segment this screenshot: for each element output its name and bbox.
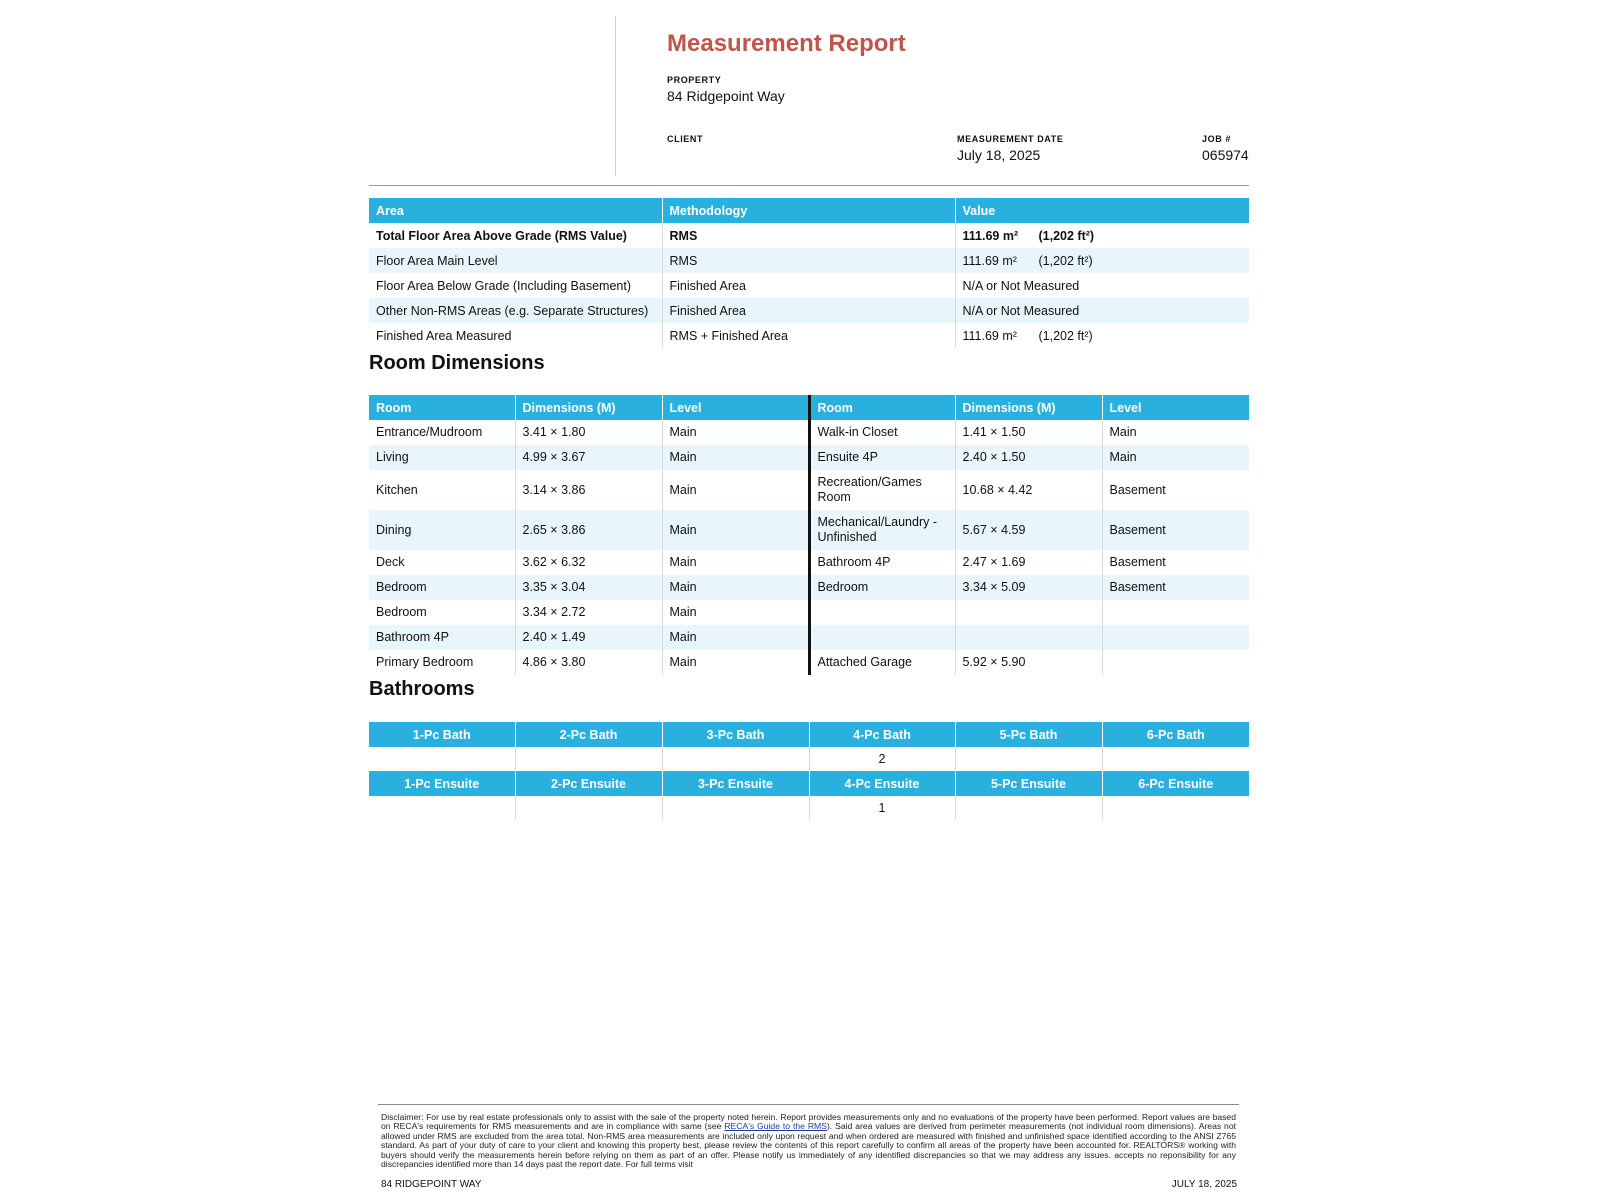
value-m2: 111.69 m² [962, 328, 1017, 343]
table-row [369, 550, 1249, 575]
measurement-date-label: MEASUREMENT DATE [957, 134, 1064, 144]
area-cell: Floor Area Below Grade (Including Basement) [369, 273, 662, 298]
method-cell: RMS [662, 248, 955, 273]
header-rule [369, 185, 1249, 186]
dimensions-header: Dimensions (M) [955, 395, 1102, 420]
level-cell: Basement [1109, 482, 1166, 497]
measurement-report-page [369, 0, 1249, 1200]
area-cell: Total Floor Area Above Grade (RMS Value) [369, 223, 662, 248]
level-cell [1102, 650, 1249, 675]
level-header: Level [662, 395, 809, 420]
ensuite-count-cell: 1 [809, 796, 955, 820]
room-header: Room [369, 395, 515, 420]
rooms-table-header [369, 395, 1249, 420]
area-cell: Finished Area Measured [369, 323, 662, 348]
methodology-header: Methodology [662, 198, 955, 223]
room-dimensions-heading: Room Dimensions [369, 352, 545, 374]
table-row [369, 298, 1249, 323]
room-header: Room [809, 395, 955, 420]
job-number-label: JOB # [1202, 134, 1232, 144]
value-cell: N/A or Not Measured [962, 278, 1080, 293]
dimensions-cell: 2.65 × 3.86 [515, 510, 662, 550]
level-cell: Main [662, 550, 809, 575]
area-cell: Other Non-RMS Areas (e.g. Separate Structures) [369, 298, 662, 323]
ensuite-count-cell [369, 796, 515, 820]
dimensions-cell: 3.14 × 3.86 [515, 470, 662, 510]
dimensions-cell: 1.41 × 1.50 [955, 420, 1102, 445]
room-cell [809, 625, 955, 650]
ensuite-type-header: 5-Pc Ensuite [955, 771, 1102, 796]
method-cell: Finished Area [662, 298, 955, 323]
bath-count-cell [515, 747, 662, 771]
dimensions-cell: 3.62 × 6.32 [515, 550, 662, 575]
level-cell: Main [662, 575, 809, 600]
level-cell: Main [662, 625, 809, 650]
disclaimer-part-a: Disclaimer: For use by real estate professionals only to assist with the sale of the property noted herein. Report provides measurements only and no evaluations of the property have been performed. Report values are based on RECA's requirements for RMS measurements and are in compliance with same (see [381, 1112, 1236, 1132]
bath-count-cell [662, 747, 809, 771]
level-cell: Basement [1109, 555, 1166, 569]
job-number-value: 065974 [1202, 147, 1249, 163]
property-value: 84 Ridgepoint Way [667, 88, 785, 104]
report-title: Measurement Report [667, 30, 906, 57]
dimensions-cell: 2.40 × 1.49 [515, 625, 662, 650]
ensuite-type-header: 2-Pc Ensuite [515, 771, 662, 796]
ensuite-count-cell [955, 796, 1102, 820]
room-cell: Mechanical/Laundry - Unfinished [809, 510, 955, 550]
method-cell: Finished Area [662, 273, 955, 298]
header-divider [615, 16, 616, 176]
bath-count-cell [1102, 747, 1249, 771]
measurement-date-value: July 18, 2025 [957, 147, 1041, 163]
room-cell: Living [369, 445, 515, 470]
room-cell: Kitchen [369, 470, 515, 510]
table-row [369, 248, 1249, 273]
dimensions-cell: 2.47 × 1.69 [955, 550, 1102, 575]
ensuite-count-cell [662, 796, 809, 820]
bathrooms-heading: Bathrooms [369, 678, 475, 700]
table-row [369, 470, 1249, 510]
dimensions-cell: 3.41 × 1.80 [515, 420, 662, 445]
value-cell [955, 323, 1249, 348]
room-cell: Deck [369, 550, 515, 575]
ensuite-count-cell [1102, 796, 1249, 820]
level-cell: Main [662, 470, 809, 510]
value-cell [955, 248, 1249, 273]
value-ft2: (1,202 ft²) [1038, 228, 1095, 243]
report-header [369, 16, 1249, 186]
dimensions-header: Dimensions (M) [515, 395, 662, 420]
area-table-header [369, 198, 1249, 223]
room-cell: Walk-in Closet [809, 420, 955, 445]
footer-rule [378, 1104, 1239, 1105]
level-cell [1102, 625, 1249, 650]
ensuite-count-row [369, 796, 1249, 820]
value-ft2: (1,202 ft²) [1038, 328, 1093, 343]
bath-count-cell [369, 747, 515, 771]
ensuite-type-header: 1-Pc Ensuite [369, 771, 515, 796]
dimensions-cell [955, 625, 1102, 650]
level-cell: Main [662, 510, 809, 550]
room-cell: Recreation/Games Room [809, 470, 955, 510]
client-label: CLIENT [667, 134, 704, 144]
area-cell: Floor Area Main Level [369, 248, 662, 273]
table-row [369, 323, 1249, 348]
room-cell: Attached Garage [809, 650, 955, 675]
table-row [369, 575, 1249, 600]
disclaimer-text [381, 1113, 1236, 1169]
ensuite-header-row [369, 771, 1249, 796]
method-cell: RMS [662, 223, 955, 248]
room-dimensions-table [369, 395, 1249, 675]
disclaimer-part-b: ). Said area values are derived from perimeter measurements (not individual room dimensions). Areas not allowed under RMS are excluded from the area total. Non-RMS area measurements are included only upon request and when ordered are measured with finished and unfinished space identified according to the ANSI Z765 standard. As part of your duty of care to your client and knowing this property best, please review the contents of this report carefully to confirm all areas of the property have been accounted for. REALTORS® working with buyers should verify the measurements herein before relying on them as part of an offer. Please notify us immediately of any identified discrepancies so that we may address any issues. accepts no reponsibility for any discrepancies identified more than 14 days past the report date. For full terms visit [381, 1121, 1237, 1170]
dimensions-cell: 5.67 × 4.59 [955, 510, 1102, 550]
level-cell [1102, 600, 1249, 625]
dimensions-cell [955, 600, 1102, 625]
ensuite-type-header: 3-Pc Ensuite [662, 771, 809, 796]
value-header: Value [955, 198, 1249, 223]
dimensions-cell: 5.92 × 5.90 [955, 650, 1102, 675]
room-cell [809, 600, 955, 625]
level-cell: Main [1109, 425, 1137, 439]
ensuite-count-cell [515, 796, 662, 820]
bath-type-header: 5-Pc Bath [955, 722, 1102, 747]
room-cell: Ensuite 4P [809, 445, 955, 470]
bath-type-header: 6-Pc Bath [1102, 722, 1249, 747]
ensuite-type-header: 6-Pc Ensuite [1102, 771, 1249, 796]
method-cell: RMS + Finished Area [662, 323, 955, 348]
area-summary-table [369, 198, 1249, 348]
bath-count-cell: 2 [809, 747, 955, 771]
table-row [369, 273, 1249, 298]
table-row [369, 625, 1249, 650]
dimensions-cell: 4.99 × 3.67 [515, 445, 662, 470]
dimensions-cell: 3.34 × 2.72 [515, 600, 662, 625]
level-cell: Main [1102, 445, 1249, 470]
ensuite-type-header: 4-Pc Ensuite [809, 771, 955, 796]
level-cell: Main [662, 650, 809, 675]
bath-type-header: 1-Pc Bath [369, 722, 515, 747]
room-cell: Bedroom [369, 575, 515, 600]
dimensions-cell: 3.34 × 5.09 [955, 575, 1102, 600]
room-cell: Bedroom [809, 575, 955, 600]
level-header: Level [1102, 395, 1249, 420]
property-label: PROPERTY [667, 75, 722, 85]
value-cell [955, 223, 1249, 248]
value-m2: 111.69 m² [962, 228, 1019, 243]
bath-type-header: 4-Pc Bath [809, 722, 955, 747]
table-row [369, 600, 1249, 625]
bath-header-row [369, 722, 1249, 747]
value-m2: 111.69 m² [962, 253, 1017, 268]
dimensions-cell: 4.86 × 3.80 [515, 650, 662, 675]
room-cell: Dining [369, 510, 515, 550]
footer-address: 84 RIDGEPOINT WAY [381, 1179, 482, 1190]
level-cell: Basement [1102, 575, 1249, 600]
footer-date: JULY 18, 2025 [1171, 1179, 1237, 1190]
room-cell: Bathroom 4P [369, 625, 515, 650]
level-cell: Main [662, 420, 809, 445]
dimensions-cell: 3.35 × 3.04 [515, 575, 662, 600]
bath-type-header: 3-Pc Bath [662, 722, 809, 747]
value-ft2: (1,202 ft²) [1038, 253, 1093, 268]
room-cell: Entrance/Mudroom [369, 420, 515, 445]
table-row [369, 650, 1249, 675]
bathrooms-table [369, 722, 1249, 820]
bath-count-cell [955, 747, 1102, 771]
room-cell: Bathroom 4P [809, 550, 955, 575]
dimensions-cell: 2.40 × 1.50 [955, 445, 1102, 470]
room-cell: Bedroom [369, 600, 515, 625]
dimensions-cell: 10.68 × 4.42 [955, 470, 1102, 510]
table-row [369, 223, 1249, 248]
room-cell: Primary Bedroom [369, 650, 515, 675]
bath-type-header: 2-Pc Bath [515, 722, 662, 747]
area-header: Area [369, 198, 662, 223]
level-cell: Main [662, 445, 809, 470]
level-cell: Main [662, 600, 809, 625]
table-row [369, 445, 1249, 470]
reca-guide-link[interactable]: RECA's Guide to the RMS [724, 1121, 827, 1132]
table-row [369, 510, 1249, 550]
level-cell: Basement [1102, 510, 1249, 550]
value-cell: N/A or Not Measured [955, 298, 1249, 323]
table-row [369, 420, 1249, 445]
bath-count-row [369, 747, 1249, 771]
